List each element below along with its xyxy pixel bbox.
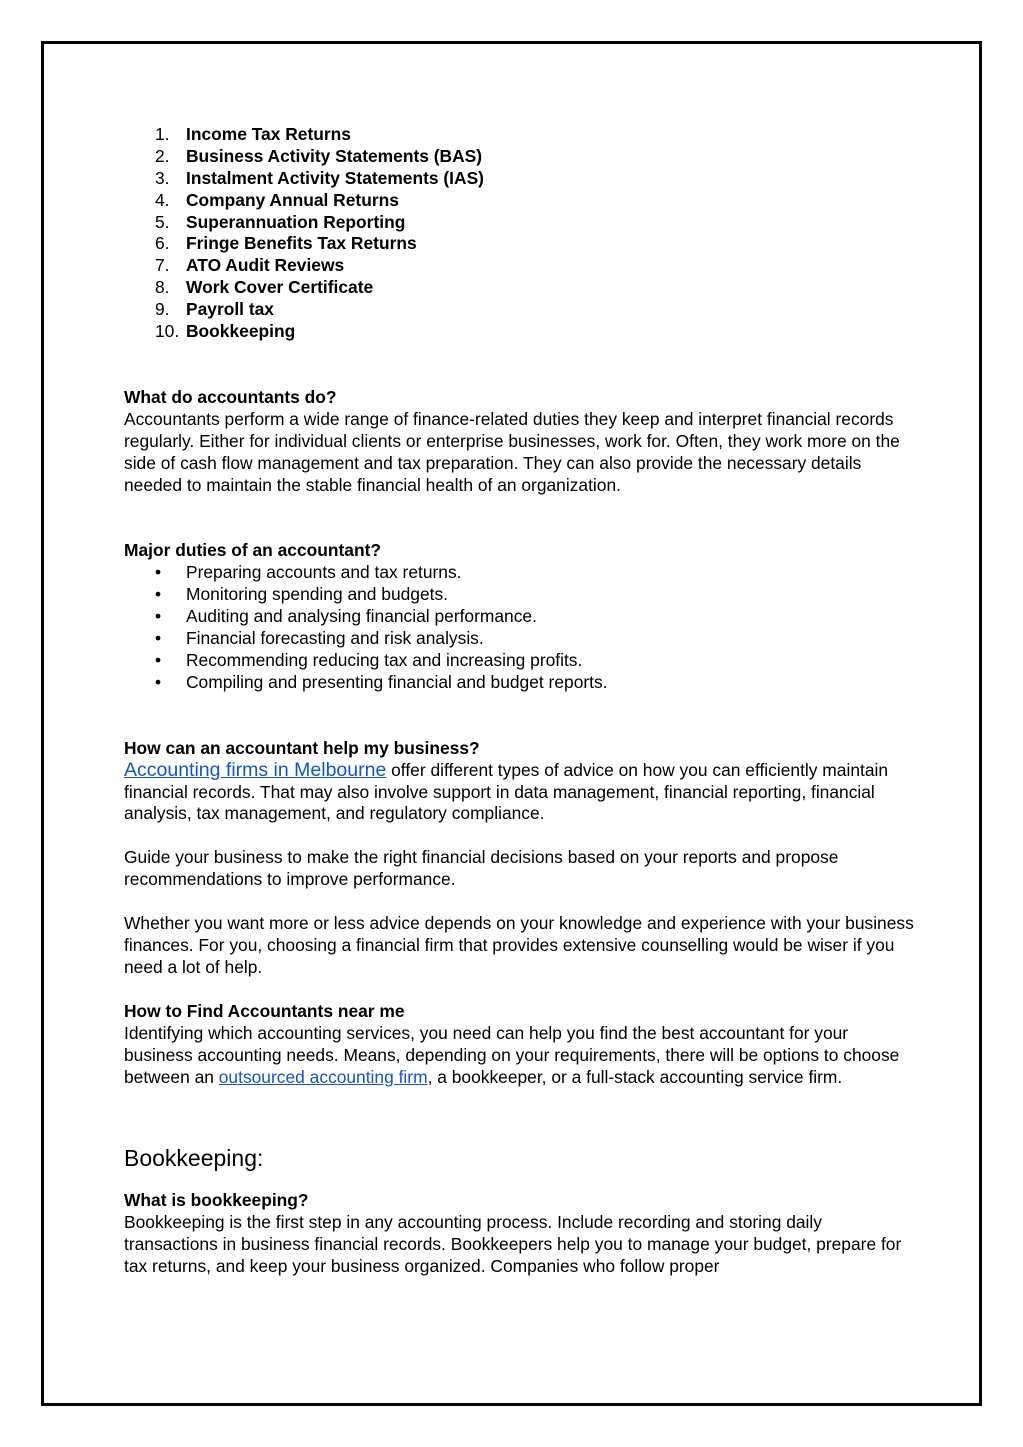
bullet-icon: • (155, 628, 162, 649)
outsourced-accounting-firm-link[interactable]: outsourced accounting firm (218, 1066, 428, 1087)
what-do-body: Accountants perform a wide range of finance-related duties they keep and interpret financial records regularly. Either for individual clients or enterprise businesses, work for. Often, they work more on the side of cash flow management and tax preparation. They can also provide the necessary details needed to maintain the stable financial health of an organization. (124, 408, 900, 495)
list-number: 5. (155, 211, 170, 232)
list-item-label: Instalment Activity Statements (IAS) (186, 167, 484, 188)
list-item-label: ATO Audit Reviews (186, 255, 345, 276)
find-accountants-heading: How to Find Accountants near me (124, 1000, 405, 1021)
find-accountants-body (124, 1023, 914, 1089)
list-item-label: Auditing and analysing financial performance. (186, 606, 537, 627)
list-item-label: Compiling and presenting financial and budget reports. (186, 671, 608, 692)
list-number: 9. (155, 299, 170, 320)
bullet-icon: • (155, 649, 162, 670)
list-item (124, 299, 914, 321)
duties-list (124, 562, 914, 693)
document-content (124, 124, 914, 1278)
list-item (124, 255, 914, 277)
list-item (124, 321, 914, 343)
list-item-label: Business Activity Statements (BAS) (186, 145, 483, 166)
list-item-label: Bookkeeping (186, 321, 296, 342)
list-item (124, 190, 914, 212)
list-item (124, 233, 914, 255)
list-item (124, 146, 914, 168)
bullet-icon: • (155, 671, 162, 692)
list-item (124, 628, 914, 650)
help-business-para-1 (124, 760, 914, 826)
find-accountants-text-after: , a bookkeeper, or a full-stack accounting service firm. (427, 1066, 843, 1087)
list-item-label: Work Cover Certificate (186, 277, 374, 298)
help-business-para-3: Whether you want more or less advice depends on your knowledge and experience with your business finances. For you, choosing a financial firm that provides extensive counselling would be wiser if you need a lot of help. (124, 913, 914, 977)
list-item (124, 168, 914, 190)
bookkeeping-title: Bookkeeping: (124, 1145, 264, 1172)
services-list (124, 124, 914, 343)
list-item-label: Financial forecasting and risk analysis. (186, 628, 484, 649)
list-item-label: Recommending reducing tax and increasing profits. (186, 649, 583, 670)
find-accountants-text-before: Identifying which accounting services, you need can help you find the best accountant for your business accounting needs. Means, depending on your requirements, there will be options to choose between an (124, 1022, 900, 1087)
list-item (124, 650, 914, 672)
help-business-para-1-text: offer different types of advice on how you can efficiently maintain financial records. That may also involve support in data management, financial reporting, financial analysis, tax management, and regulatory compliance. (124, 759, 889, 824)
list-item-label: Monitoring spending and budgets. (186, 584, 449, 605)
list-item-label: Payroll tax (186, 299, 274, 320)
bullet-icon: • (155, 606, 162, 627)
bookkeeping-body: Bookkeeping is the first step in any accounting process. Include recording and storing daily transactions in business financial records. Bookkeepers help you to manage your budget, prepare for tax returns, and keep your business organized. Companies who follow proper (124, 1212, 902, 1277)
list-item (124, 672, 914, 694)
bullet-icon: • (155, 562, 162, 583)
list-number: 7. (155, 255, 170, 276)
list-item (124, 124, 914, 146)
list-item-label: Preparing accounts and tax returns. (186, 562, 462, 583)
list-number: 8. (155, 277, 170, 298)
list-item (124, 562, 914, 584)
help-business-para-2: Guide your business to make the right financial decisions based on your reports and propose recommendations to improve performance. (124, 847, 839, 890)
list-number: 10. (155, 321, 180, 342)
list-number: 4. (155, 189, 170, 210)
what-do-heading: What do accountants do? (124, 386, 337, 407)
list-item (124, 584, 914, 606)
list-number: 2. (155, 145, 170, 166)
list-item (124, 606, 914, 628)
list-item (124, 212, 914, 234)
list-number: 6. (155, 233, 170, 254)
major-duties-heading: Major duties of an accountant? (124, 540, 382, 561)
bullet-icon: • (155, 584, 162, 605)
accounting-firms-melbourne-link[interactable]: Accounting firms in Melbourne (124, 758, 387, 781)
list-number: 1. (155, 124, 170, 144)
list-number: 3. (155, 167, 170, 188)
help-business-heading: How can an accountant help my business? (124, 737, 480, 758)
list-item-label: Company Annual Returns (186, 189, 399, 210)
list-item-label: Fringe Benefits Tax Returns (186, 233, 417, 254)
list-item-label: Income Tax Returns (186, 124, 351, 144)
list-item (124, 277, 914, 299)
list-item-label: Superannuation Reporting (186, 211, 406, 232)
bookkeeping-heading: What is bookkeeping? (124, 1190, 309, 1211)
